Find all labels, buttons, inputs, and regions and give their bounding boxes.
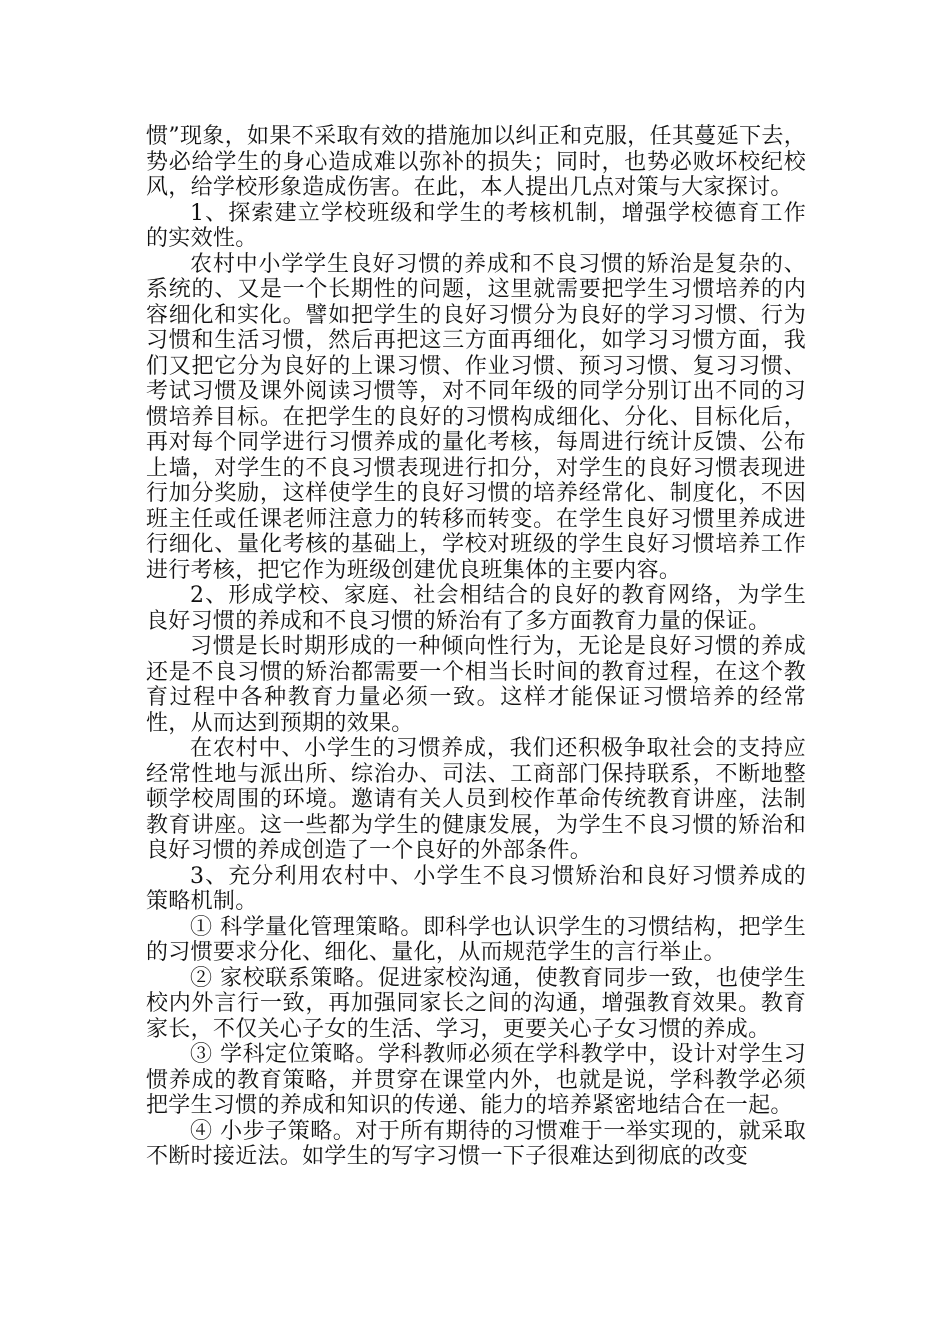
document-body — [146, 124, 806, 1170]
paragraph-habit-refinement: 农村中小学学生良好习惯的养成和不良习惯的矫治是复杂的、系统的、又是一个长期性的问题，这里就需要把学生习惯培养的内容细化和实化。譬如把学生的良好习惯分为良好的学习习惯、行为习惯和生活习惯，然后再把这三方面再细化，如学习习惯方面，我们又把它分为良好的上课习惯、作业习惯、预习习惯、复习习惯、考试习惯及课外阅读习惯等，对不同年级的同学分别订出不同的习惯培养目标。在把学生的良好的习惯构成细化、分化、目标化后，再对每个同学进行习惯养成的量化考核，每周进行统计反馈、公布上墙，对学生的不良习惯表现进行扣分，对学生的良好习惯表现进行加分奖励，这样使学生的良好习惯的培养经常化、制度化，不因班主任或任课老师注意力的转移而转变。在学生良好习惯里养成进行细化、量化考核的基础上，学校对班级的学生良好习惯培养工作进行考核，把它作为班级创建优良班集体的主要内容。 — [146, 251, 806, 583]
heading-strategy-mechanism: 3、充分利用农村中、小学生不良习惯矫治和良好习惯养成的策略机制。 — [146, 863, 806, 914]
paragraph-social-support: 在农村中、小学生的习惯养成，我们还积极争取社会的支持应经常性地与派出所、综治办、司法、工商部门保持联系，不断地整顿学校周围的环境。邀请有关人员到校作革命传统教育讲座，法制教育讲座。这一些都为学生的健康发展，为学生不良习惯的矫治和良好习惯的养成创造了一个良好的外部条件。 — [146, 736, 806, 863]
strategy-item-small-steps: ④ 小步子策略。对于所有期待的习惯难于一举实现的，就采取不断时接近法。如学生的写字习惯一下子很难达到彻底的改变 — [146, 1118, 806, 1169]
strategy-item-home-school: ② 家校联系策略。促进家校沟通，使教育同步一致，也使学生校内外言行一致，再加强同家长之间的沟通，增强教育效果。教育家长，不仅关心子女的生活、学习，更要关心子女习惯的养成。 — [146, 965, 806, 1042]
paragraph-continuation: 惯”现象，如果不采取有效的措施加以纠正和克服，任其蔓延下去，势必给学生的身心造成难以弥补的损失；同时，也势必败坏校纪校风，给学校形象造成伤害。在此，本人提出几点对策与大家探讨。 — [146, 124, 806, 200]
strategy-item-subject-positioning: ③ 学科定位策略。学科教师必须在学科教学中，设计对学生习惯养成的教育策略，并贯穿在课堂内外，也就是说，学科教学必须把学生习惯的养成和知识的传递、能力的培养紧密地结合在一起。 — [146, 1042, 806, 1118]
heading-education-network: 2、形成学校、家庭、社会相结合的良好的教育网络，为学生良好习惯的养成和不良习惯的矫治有了多方面教育力量的保证。 — [146, 583, 806, 634]
strategy-item-quantified-management: ① 科学量化管理策略。即科学也认识学生的习惯结构，把学生的习惯要求分化、细化、量化，从而规范学生的言行举止。 — [146, 914, 806, 965]
paragraph-long-term-process: 习惯是长时期形成的一种倾向性行为，无论是良好习惯的养成还是不良习惯的矫治都需要一个相当长时间的教育过程，在这个教育过程中各种教育力量必须一致。这样才能保证习惯培养的经常性，从而达到预期的效果。 — [146, 634, 806, 736]
heading-assessment-mechanism: 1、探索建立学校班级和学生的考核机制，增强学校德育工作的实效性。 — [146, 200, 806, 251]
